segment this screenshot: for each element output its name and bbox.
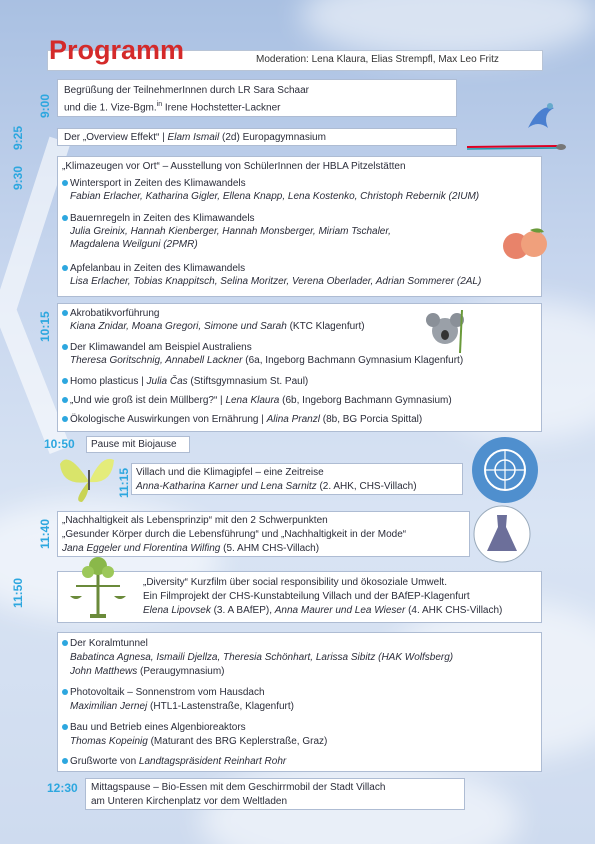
welcome-line1: Begrüßung der TeilnehmerInnen durch LR Sara Schaar [64,85,309,96]
time-9-30: 9:30 [11,165,25,190]
villach-line2: Anna-Katharina Karner und Lena Sarnitz (2. AHK, CHS-Villach) [136,481,417,492]
butterfly-icon [58,450,118,506]
time-10-15: 10:15 [38,311,52,342]
mittag-line1: Mittagspause – Bio-Essen mit dem Geschirrmobil der Stadt Villach [91,782,386,793]
item-names: Theresa Goritschnig, Annabell Lackner (6a, Ingeborg Bachmann Gymnasium Klagenfurt) [70,355,464,366]
item-title: Wintersport in Zeiten des Klimawandels [70,178,246,189]
bullet-dot [62,215,68,221]
item-names: Kiana Znidar, Moana Gregori, Simone und Sarah (KTC Klagenfurt) [70,321,365,332]
diversity-line2: Ein Filmprojekt der CHS-Kunstabteilung Villach und der BAfEP-Klagenfurt [143,591,470,602]
item-names: Magdalena Weilguni (2PMR) [70,239,198,250]
time-11-15: 11:15 [117,467,131,498]
bullet-dot [62,640,68,646]
bullet-dot [62,265,68,271]
time-10-50: 10:50 [44,437,75,451]
bullet-dot [62,724,68,730]
item-names: Lisa Erlacher, Tobias Knappitsch, Selina Moritzer, Verena Oberlader, Adrian Sommerer (2AL) [70,276,482,287]
airplane-icon [467,140,567,154]
un-emblem-icon [470,435,540,505]
item-title: Bau und Betrieb eines Algenbioreaktors [70,722,246,733]
moderation-text: Moderation: Lena Klaura, Elias Strempfl, Max Leo Fritz [256,54,499,65]
time-11-40: 11:40 [38,518,52,549]
item-names: Fabian Erlacher, Katharina Gigler, Ellena Knapp, Lena Kostenko, Christoph Rebernik (2IUM) [70,191,480,202]
item-title: Akrobatikvorführung [70,308,160,319]
item-names: Babatinca Agnesa, Ismaili Djellza, Theresia Schönhart, Larissa Sibitz (HAK Wolfsberg) [70,652,454,663]
nachhaltigkeit-line3: Jana Eggeler und Florentina Wilfing (5. AHM CHS-Villach) [62,543,320,554]
item-title: Der Koralmtunnel [70,638,148,649]
bullet-dot [62,378,68,384]
item-names: Thomas Kopeinig (Maturant des BRG Keplerstraße, Graz) [70,736,328,747]
nachhaltigkeit-line1: „Nachhaltigkeit als Lebensprinzip“ mit den 2 Schwerpunkten [62,515,328,526]
mittag-line2: am Unteren Kirchenplatz vor dem Weltladen [91,796,288,807]
item-line: Homo plasticus | Julia Čas (Stiftsgymnasium St. Paul) [70,376,309,387]
item-title: Der Klimawandel am Beispiel Australiens [70,342,252,353]
overview-text: Der „Overview Effekt“ | Elam Ismail (2d) Europagymnasium [64,132,326,143]
page-title: Programm [49,35,185,65]
item-names: Julia Greinix, Hannah Kienberger, Hannah Monsberger, Miriam Tschaler, [70,226,391,237]
apples-icon [500,224,552,264]
time-11-50: 11:50 [11,577,25,608]
koala-icon [420,305,470,355]
item-title: Apfelanbau in Zeiten des Klimawandels [70,263,246,274]
time-9-00: 9:00 [38,93,52,118]
bullet-dot [62,310,68,316]
item-names: Maximilian Jernej (HTL1-Lastenstraße, Klagenfurt) [70,701,294,712]
time-9-25: 9:25 [11,125,25,150]
item-title: Photovoltaik – Sonnenstrom vom Hausdach [70,687,265,698]
spinning-logo-icon [520,98,560,138]
diversity-line3: Elena Lipovsek (3. A BAfEP), Anna Maurer und Lea Wieser (4. AHK CHS-Villach) [143,605,503,616]
scale-tree-icon [66,556,130,620]
time-12-30: 12:30 [47,781,78,795]
diversity-line1: „Diversity“ Kurzfilm über social responsibility und ökosoziale Umwelt. [143,577,447,588]
bullet-dot [62,416,68,422]
pause-text: Pause mit Biojause [91,439,177,450]
bullet-dot [62,397,68,403]
bullet-dot [62,689,68,695]
item-line: „Und wie groß ist dein Müllberg?“ | Lena Klaura (6b, Ingeborg Bachmann Gymnasium) [70,395,452,406]
nachhaltigkeit-line2: „Gesunder Körper durch die Lebensführung“ und „Nachhaltigkeit in der Mode“ [62,529,407,540]
item-names: John Matthews (Peraugymnasium) [70,666,225,677]
item-line: Ökologische Auswirkungen von Ernährung | Alina Pranzl (8b, BG Porcia Spittal) [70,414,423,425]
bullet-dot [62,344,68,350]
bullet-dot [62,180,68,186]
klimazeugen-heading: „Klimazeugen vor Ort“ – Ausstellung von SchülerInnen der HBLA Pitzelstätten [62,161,406,172]
dress-icon [473,505,531,563]
item-line: Grußworte von Landtagspräsident Reinhart Rohr [70,756,287,767]
bullet-dot [62,758,68,764]
welcome-line2: und die 1. Vize-Bgm.$^{in}$ Irene Hochstetter-Lackner [64,101,281,114]
item-title: Bauernregeln in Zeiten des Klimawandels [70,213,255,224]
villach-line1: Villach und die Klimagipfel – eine Zeitreise [136,467,324,478]
